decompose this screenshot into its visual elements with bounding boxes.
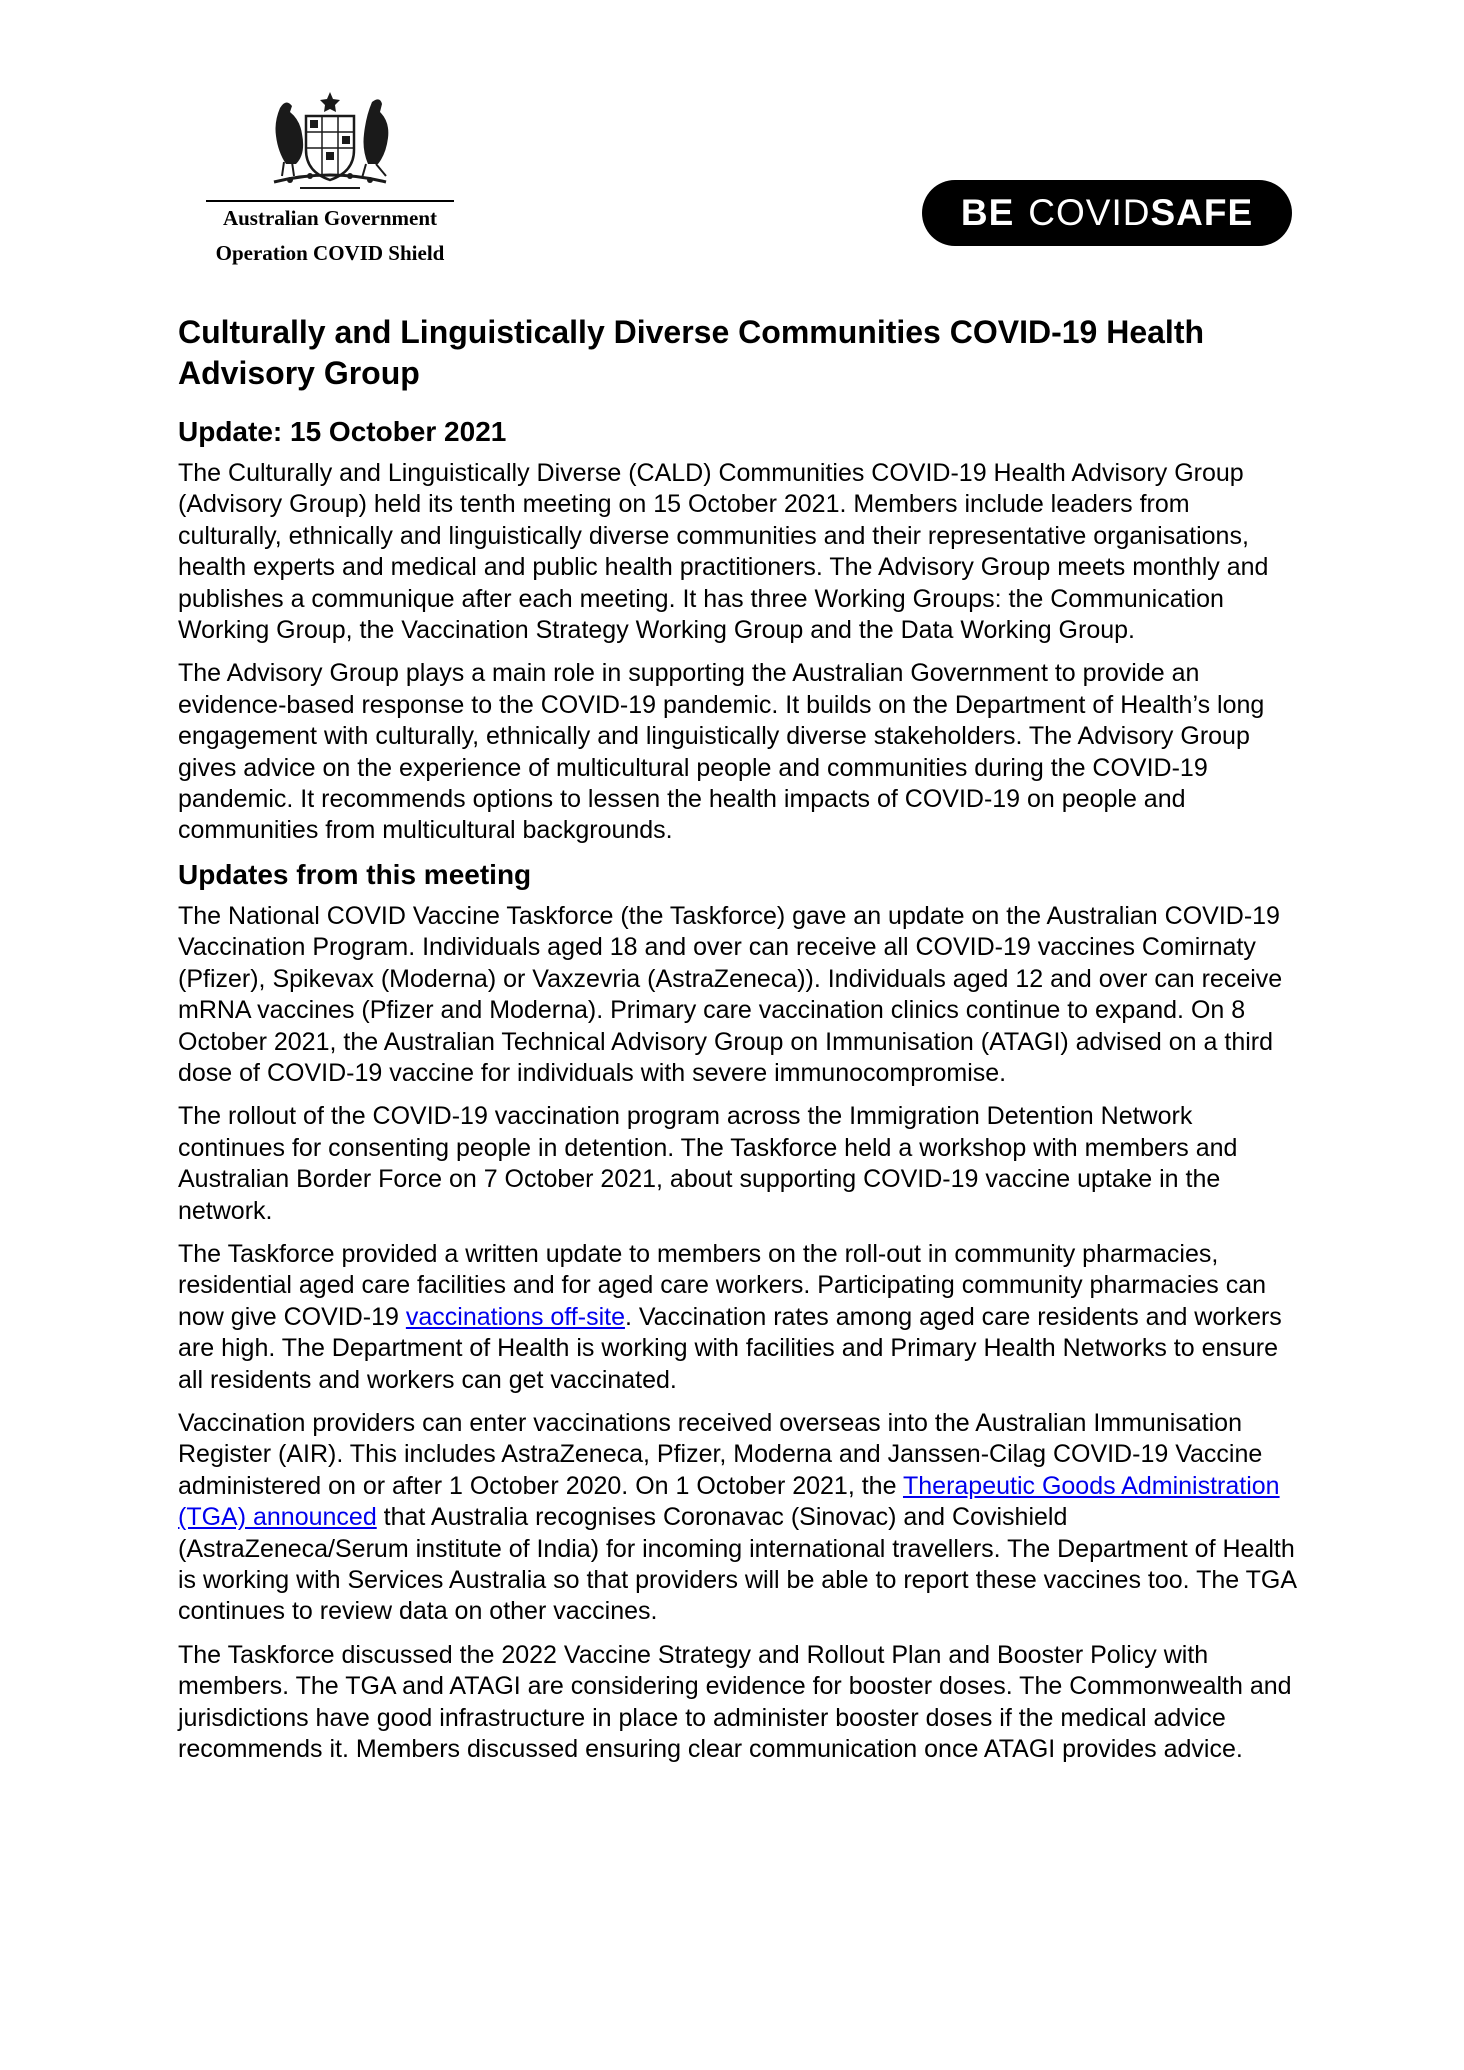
update-heading: Update: 15 October 2021: [178, 416, 507, 447]
logo-be-text: BE: [960, 192, 1015, 233]
intro-paragraph: The Advisory Group plays a main role in supporting the Australian Government to provide an evidence-based response to the COVID-19 pandemic. It builds on the Department of Health’s long engagement with culturally, ethnically and linguistically diverse stakeholders. The Advisory Group gives advice on the experience of multicultural people and communities during the COVID-19 pandemic. It recommends options to lessen the health impacts of COVID-19 on people and communities from multicultural backgrounds.: [178, 659, 1265, 845]
paragraph-text: that Australia recognises Coronavac (Sinovac) and Covishield (AstraZeneca/Serum institute of India) for incoming international travellers. The Department of Health is working with Services Australia so that providers will be able to report these vaccines too. The TGA continues to review data on other vaccines.: [178, 1503, 1296, 1626]
tga-announced-link[interactable]: Therapeutic Goods Administration (TGA) announced: [178, 1471, 1280, 1532]
document-body: [178, 312, 1300, 1777]
paragraph-text: Vaccination providers can enter vaccinations received overseas into the Australian Immunisation Register (AIR). This includes AstraZeneca, Pfizer, Moderna and Janssen-Cilag COVID-19 Vaccine administered on or after 1 October 2020. On 1 October 2021, the: [178, 1408, 1263, 1500]
meeting-paragraph: The rollout of the COVID-19 vaccination program across the Immigration Detention Network continues for consenting people in detention. The Taskforce held a workshop with members and Australian Border Force on 7 October 2021, about supporting COVID-19 vaccine uptake in the network.: [178, 1102, 1238, 1225]
document-title: Culturally and Linguistically Diverse Communities COVID-19 Health Advisory Group: [178, 314, 1205, 391]
operation-name: Operation COVID Shield: [215, 240, 445, 265]
be-covidsafe-logo: [922, 180, 1292, 246]
intro-paragraph: The Culturally and Linguistically Diverse (CALD) Communities COVID-19 Health Advisory Group (Advisory Group) held its tenth meeting on 15 October 2021. Members include leaders from culturally, ethnically and linguistically diverse communities and their representative organisations, health experts and medical and public health practitioners. The Advisory Group meets monthly and publishes a communique after each meeting. It has three Working Groups: the Communication Working Group, the Vaccination Strategy Working Group and the Data Working Group.: [178, 459, 1269, 645]
logo-safe-text: SAFE: [1150, 192, 1254, 233]
meeting-paragraph: The National COVID Vaccine Taskforce (the Taskforce) gave an update on the Australian COVID-19 Vaccination Program. Individuals aged 18 and over can receive all COVID-19 vaccines Comirnaty (Pfizer), Spikevax (Moderna) or Vaxzevria (AstraZeneca)). Individuals aged 12 and over can receive mRNA vaccines (Pfizer and Moderna). Primary care vaccination clinics continue to expand. On 8 October 2021, the Australian Technical Advisory Group on Immunisation (ATAGI) advised on a third dose of COVID-19 vaccine for individuals with severe immunocompromise.: [178, 901, 1283, 1087]
government-name: Australian Government: [222, 205, 438, 230]
meeting-heading: Updates from this meeting: [178, 858, 532, 890]
paragraph-text: . Vaccination rates among aged care residents and workers are high. The Department of Health is working with facilities and Primary Health Networks to ensure all residents and workers can get vaccinated.: [178, 1302, 1282, 1394]
vaccinations-off-site-link[interactable]: vaccinations off-site: [405, 1302, 625, 1331]
paragraph-text: The Taskforce provided a written update to members on the roll-out in community pharmacies, residential aged care facilities and for aged care workers. Participating community pharmacies can now give COVID-19: [178, 1239, 1267, 1331]
meeting-paragraph: [178, 1408, 1300, 1628]
logo-covid-text: COVID: [1028, 192, 1151, 233]
logo-divider: [206, 200, 454, 202]
meeting-paragraph: The Taskforce discussed the 2022 Vaccine Strategy and Rollout Plan and Booster Policy with members. The TGA and ATAGI are considering evidence for booster doses. The Commonwealth and jurisdictions have good infrastructure in place to administer booster doses if the medical advice recommends it. Members discussed ensuring clear communication once ATAGI provides advice.: [178, 1640, 1292, 1764]
government-logo: [200, 88, 460, 265]
meeting-paragraph: [178, 1239, 1300, 1396]
coat-of-arms-icon: [250, 88, 410, 194]
